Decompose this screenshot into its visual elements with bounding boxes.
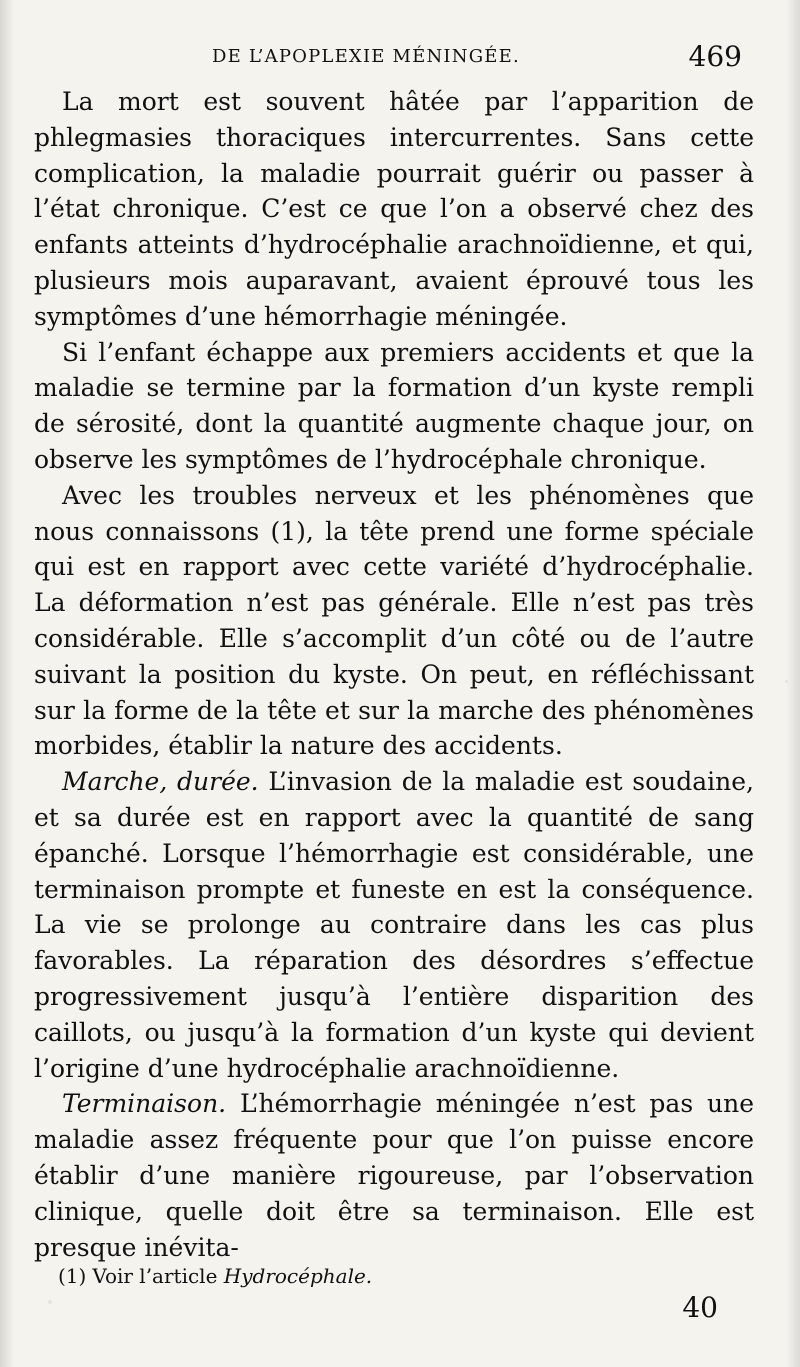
footnote-italic: Hydrocéphale.: [223, 1264, 373, 1288]
footnote: [58, 1264, 372, 1288]
paragraph-4-text: L’invasion de la maladie est soudaine, et sa durée est en rapport avec la quantité de sang épanché. Lorsque l’hémorrhagie est considérable, une terminaison prompte et funeste en est la conséquence. La vie se prolonge au contraire dans les cas plus favorables. La réparation des désordres s’effectue progressivement jusqu’à l’entière disparition des caillots, ou jusqu’à la formation d’un kyste qui devient l’origine d’une hydrocéphalie arachnoïdienne.: [34, 767, 754, 1083]
paragraph-3-text: Avec les troubles nerveux et les phénomènes que nous connaissons (1), la tête prend une forme spéciale qui est en rapport avec cette variété d’hydrocéphalie. La déformation n’est pas générale. Elle n’est pas très considérable. Elle s’accomplit d’un côté ou de l’autre suivant la position du kyste. On peut, en réfléchissant sur la forme de la tête et sur la marche des phénomènes morbides, établir la nature des accidents.: [34, 480, 754, 761]
paper-smudge: [48, 1300, 52, 1304]
paragraph-5-lead: Terminaison.: [62, 1089, 227, 1119]
paragraph-2-text: Si l’enfant échappe aux premiers accidents et que la maladie se termine par la formation d’un kyste rempli de sérosité, dont la quantité augmente chaque jour, on observe les symptômes de l’hydrocéphale chronique.: [34, 337, 754, 474]
footnote-marker: (1): [58, 1264, 87, 1288]
paragraph-4-lead: Marche, durée.: [62, 767, 259, 797]
paragraph-2: [34, 335, 754, 478]
page-right-edge-shadow: [786, 0, 800, 1367]
paragraph-4: [34, 764, 754, 1086]
main-text: [34, 84, 754, 1265]
paper-smudge: [785, 680, 788, 683]
running-title: DE L’APOPLEXIE MÉNINGÉE.: [212, 46, 520, 67]
paragraph-5-text: L’hémorrhagie méningée n’est pas une maladie assez fréquente pour que l’on puisse encore établir d’une manière rigoureuse, par l’observation clinique, quelle doit être sa terminaison. Elle est presque inévita-: [34, 1089, 754, 1262]
paragraph-1-text: La mort est souvent hâtée par l’apparition de phlegmasies thoraciques intercurrentes. Sans cette complication, la maladie pourrait guérir ou passer à l’état chronique. C’est ce que l’on a observé chez des enfants atteints d’hydrocéphalie arachnoïdienne, et qui, plusieurs mois auparavant, avaient éprouvé tous les symptômes d’une hémorrhagie méningée.: [34, 87, 754, 331]
page-number: 469: [688, 40, 742, 73]
page-left-edge-shadow: [0, 0, 14, 1367]
footnote-text: Voir l’article: [92, 1264, 218, 1288]
paragraph-1: [34, 84, 754, 335]
paragraph-5: [34, 1086, 754, 1265]
page-header: [0, 40, 800, 80]
signature-mark: 40: [682, 1291, 718, 1324]
paragraph-3: [34, 478, 754, 764]
